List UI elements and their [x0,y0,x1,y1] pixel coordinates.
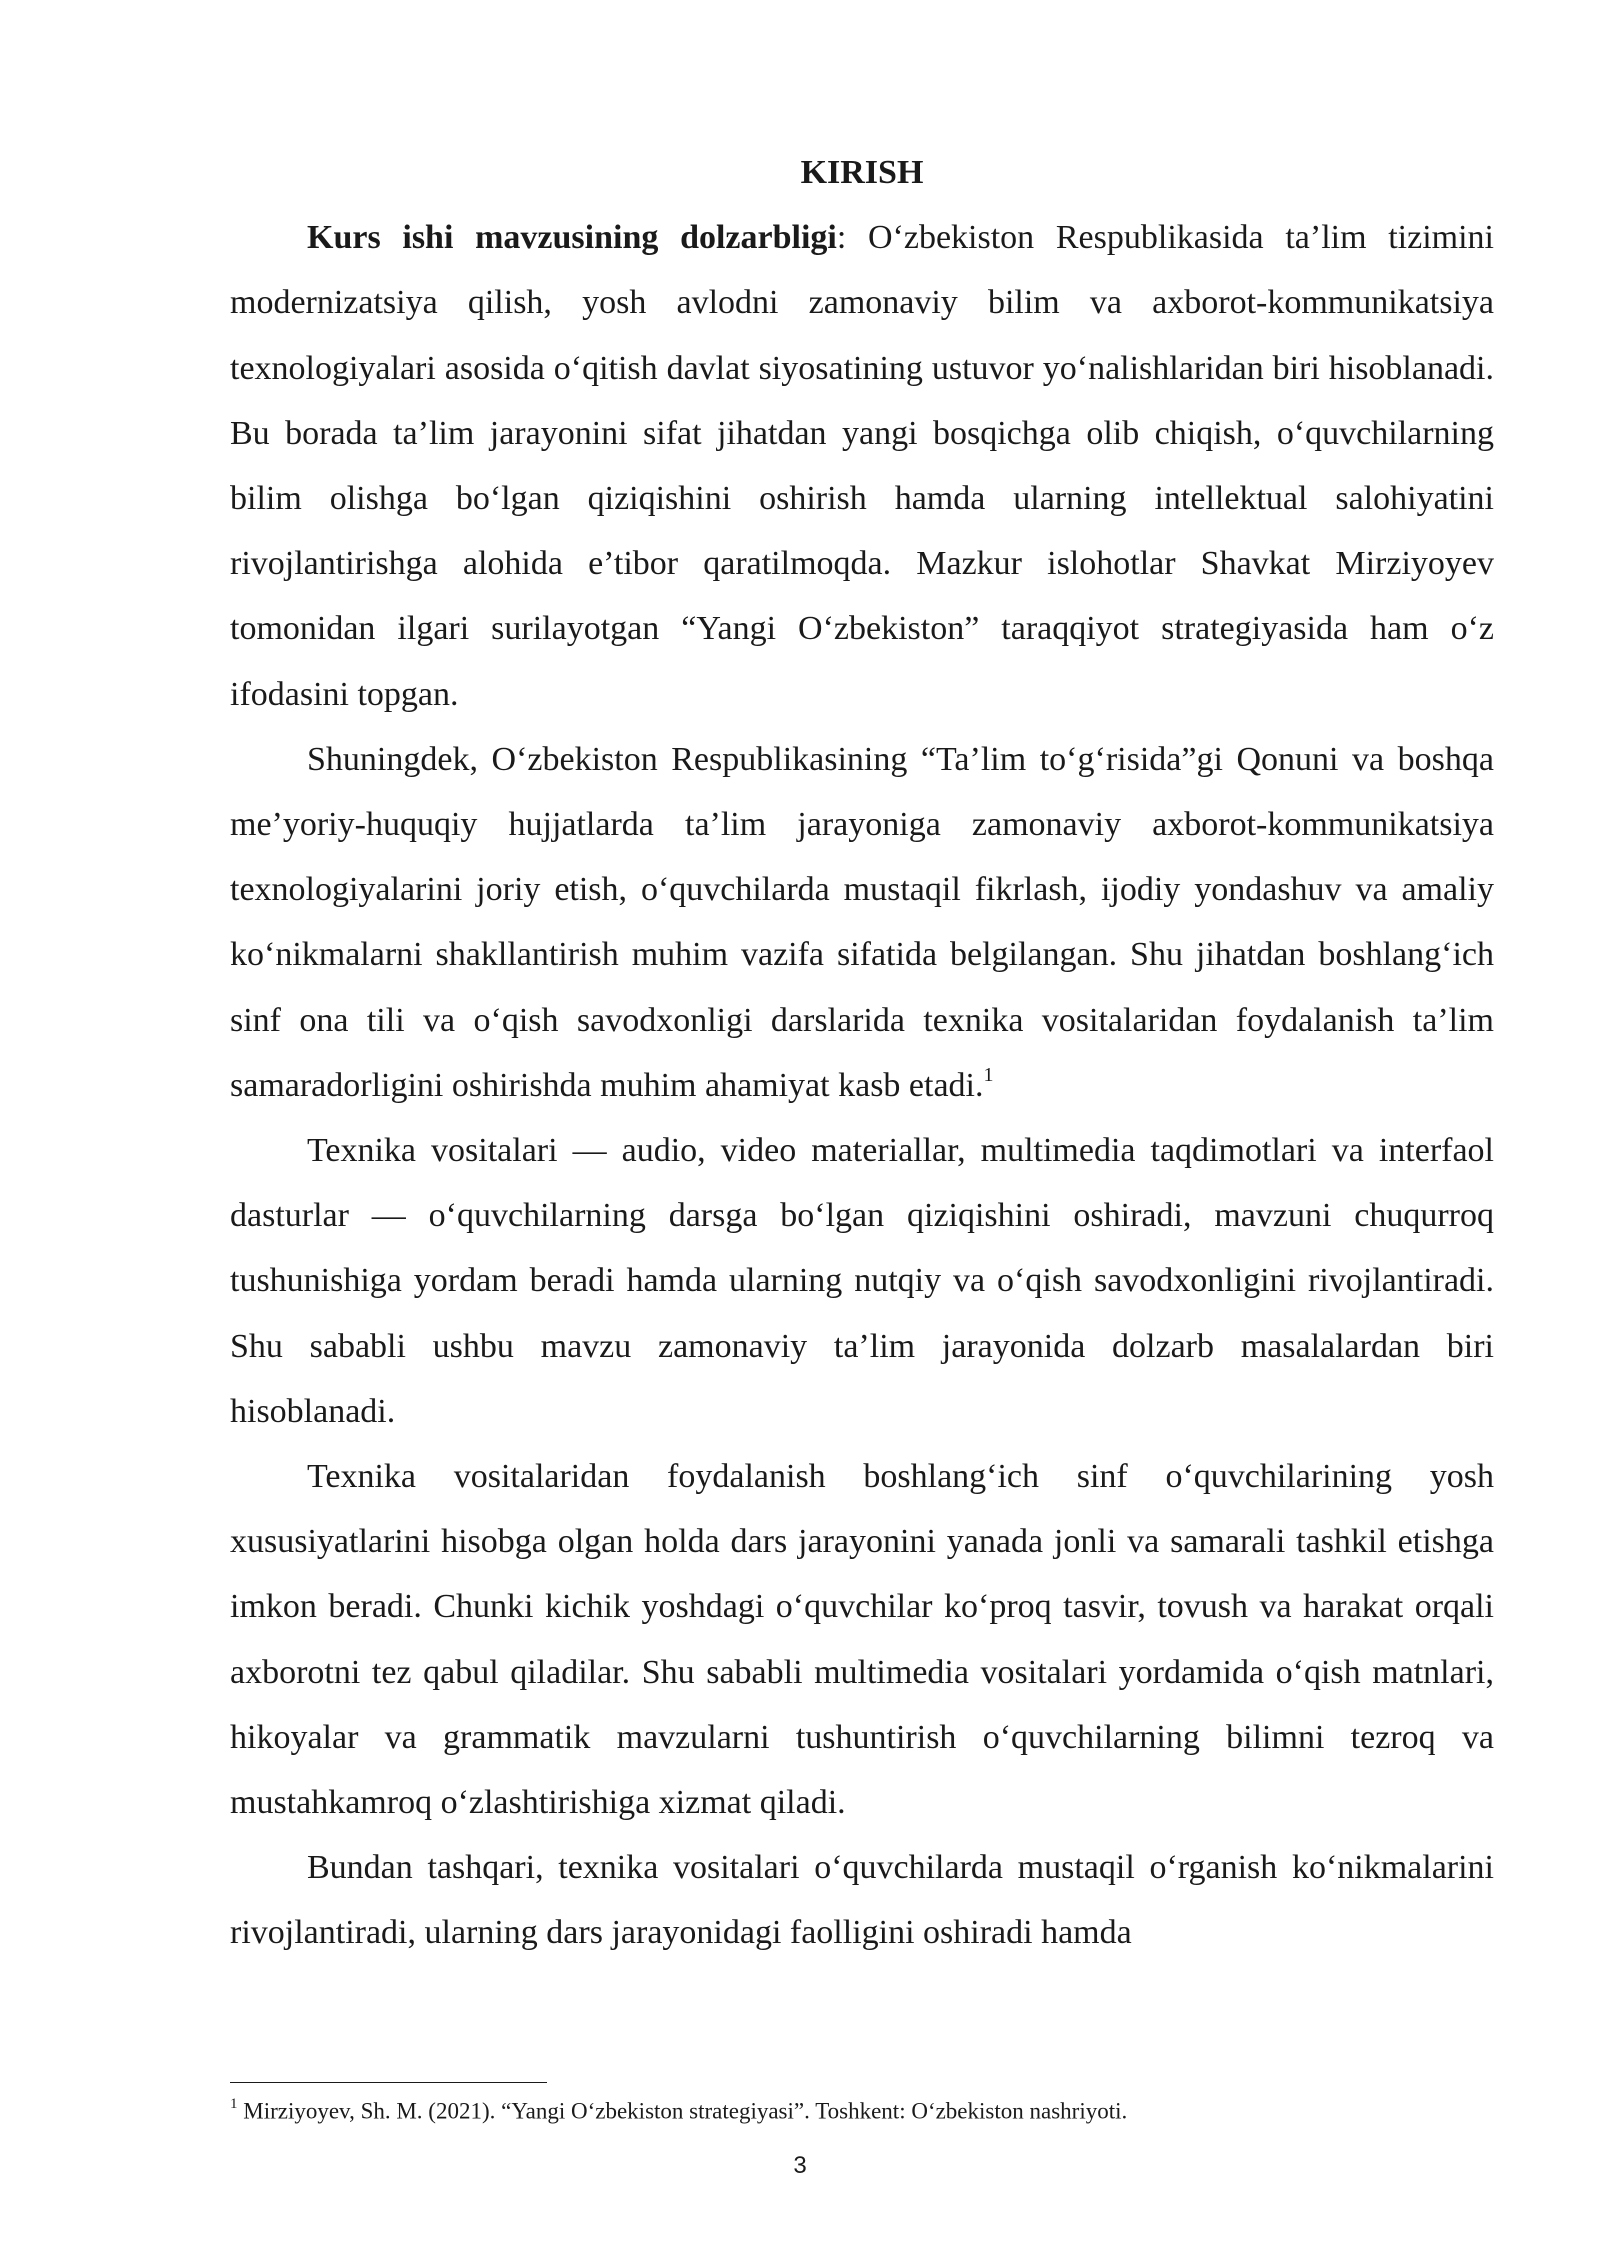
paragraph-text: Texnika vositalaridan foydalanish boshlang‘ich sinf o‘quvchilarining yosh xususiyatlarini hisobga olgan holda dars jarayonini yanada jonli va samarali tashkil etishga imkon beradi. Chunki kichik yoshdagi o‘quvchilar ko‘proq tasvir, tovush va harakat orqali axborotni tez qabul qiladilar. Shu sababli multimedia vositalari yordamida o‘qish matnlari, hikoyalar va grammatik mavzularni tushuntirish o‘quvchilarning bilimni tezroq va mustahkamroq o‘zlashtirishiga xizmat qiladi. [230,1458,1494,1822]
paragraph-text: Bundan tashqari, texnika vositalari o‘quvchilarda mustaqil o‘rganish ko‘nikmalarini rivojlantiradi, ularning dars jarayonidagi faolligini oshiradi hamda [230,1849,1494,1952]
paragraph-relevance [230,205,1494,727]
paragraph-lead: Kurs ishi mavzusining dolzarbligi [307,219,837,257]
paragraph-legal-basis [230,727,1494,1118]
footnote-reference[interactable]: 1 [983,1063,994,1086]
footnote-marker: 1 [230,2096,238,2112]
page-number: 3 [793,2152,807,2179]
paragraph-text: : O‘zbekiston Respublikasida ta’lim tizimini modernizatsiya qilish, yosh avlodni zamonaviy bilim va axborot-kommunikatsiya texnologiyalari asosida o‘qitish davlat siyosatining ustuvor yo‘nalishlaridan biri hisoblanadi. Bu borada ta’lim jarayonini sifat jihatdan yangi bosqichga olib chiqish, o‘quvchilarning bilim olishga bo‘lgan qiziqishini oshirish hamda ularning intellektual salohiyatini rivojlantirishga alohida e’tibor qaratilmoqda. Mazkur islohotlar Shavkat Mirziyoyev tomonidan ilgari surilayotgan “Yangi O‘zbekiston” taraqqiyot strategiyasida ham o‘z ifodasini topgan. [230,219,1494,713]
paragraph-age-features [230,1444,1494,1835]
footnote-text: Mirziyoyev, Sh. M. (2021). “Yangi O‘zbekiston strategiyasi”. Toshkent: O‘zbekiston nashriyoti. [237,2098,1128,2124]
body-text [230,140,1494,1966]
section-heading: KIRISH [800,154,924,191]
paragraph-text: Texnika vositalari — audio, video materiallar, multimedia taqdimotlari va interfaol dasturlar — o‘quvchilarning darsga bo‘lgan qiziqishini oshiradi, mavzuni chuqurroq tushunishiga yordam beradi hamda ularning nutqiy va o‘qish savodxonligini rivojlantiradi. Shu sababli ushbu mavzu zamonaviy ta’lim jarayonida dolzarb masalalardan biri hisoblanadi. [230,1132,1494,1430]
footnote [230,2090,1494,2128]
paragraph-text: Shuningdek, O‘zbekiston Respublikasining “Ta’lim to‘g‘risida”gi Qonuni va boshqa me’yoriy-huquqiy hujjatlarda ta’lim jarayoniga zamonaviy axborot-kommunikatsiya texnologiyalarini joriy etish, o‘quvchilarda mustaqil fikrlash, ijodiy yondashuv va amaliy ko‘nikmalarni shakllantirish muhim vazifa sifatida belgilangan. Shu jihatdan boshlang‘ich sinf ona tili va o‘qish savodxonligi darslarida texnika vositalaridan foydalanish ta’lim samaradorligini oshirishda muhim ahamiyat kasb etadi. [230,740,1494,1104]
paragraph-independent-learning [230,1835,1494,1965]
footnote-separator [230,2082,547,2083]
paragraph-technical-tools [230,1118,1494,1444]
